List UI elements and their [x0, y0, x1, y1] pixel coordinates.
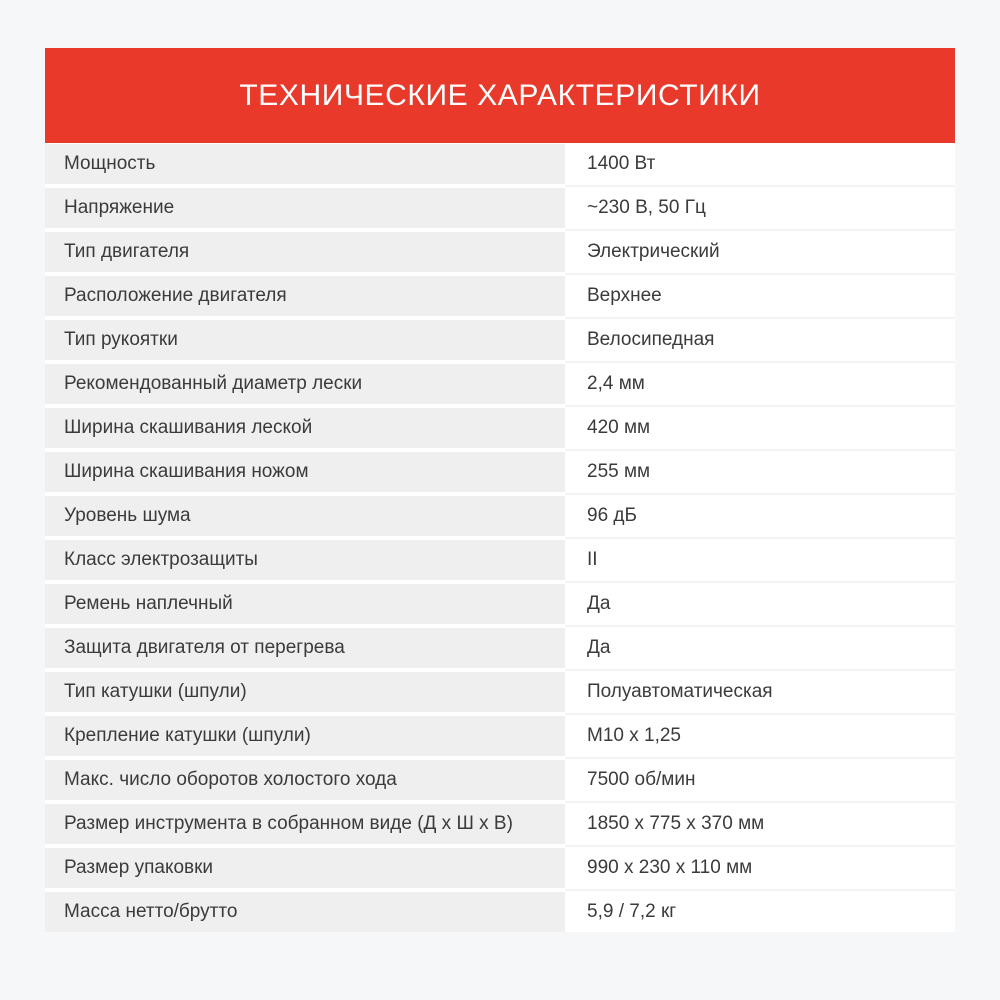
spec-label: Уровень шума	[45, 496, 565, 536]
spec-label: Тип рукоятки	[45, 320, 565, 360]
spec-card	[45, 48, 955, 932]
spec-value: Полуавтоматическая	[565, 672, 955, 712]
table-row	[45, 320, 955, 360]
spec-label: Макс. число оборотов холостого хода	[45, 760, 565, 800]
spec-value: 1850 х 775 х 370 мм	[565, 804, 955, 844]
spec-label: Тип двигателя	[45, 232, 565, 272]
table-row	[45, 408, 955, 448]
spec-table	[45, 144, 955, 932]
table-row	[45, 364, 955, 404]
spec-label: Ширина скашивания ножом	[45, 452, 565, 492]
spec-value: 2,4 мм	[565, 364, 955, 404]
table-row	[45, 892, 955, 932]
table-row	[45, 628, 955, 668]
table-row	[45, 496, 955, 536]
table-row	[45, 584, 955, 624]
spec-label: Напряжение	[45, 188, 565, 228]
spec-value: Верхнее	[565, 276, 955, 316]
spec-value: 96 дБ	[565, 496, 955, 536]
page-title: ТЕХНИЧЕСКИЕ ХАРАКТЕРИСТИКИ	[239, 78, 761, 112]
spec-label: Масса нетто/брутто	[45, 892, 565, 932]
spec-label: Ремень наплечный	[45, 584, 565, 624]
table-row	[45, 452, 955, 492]
spec-value: Да	[565, 628, 955, 668]
spec-label: Мощность	[45, 144, 565, 184]
spec-value: Велосипедная	[565, 320, 955, 360]
spec-label: Размер упаковки	[45, 848, 565, 888]
spec-label: Размер инструмента в собранном виде (Д х Ш х В)	[45, 804, 565, 844]
table-row	[45, 804, 955, 844]
spec-label: Рекомендованный диаметр лески	[45, 364, 565, 404]
spec-label: Тип катушки (шпули)	[45, 672, 565, 712]
spec-label: Класс электрозащиты	[45, 540, 565, 580]
table-row	[45, 848, 955, 888]
spec-label: Расположение двигателя	[45, 276, 565, 316]
spec-value: Да	[565, 584, 955, 624]
spec-value: 7500 об/мин	[565, 760, 955, 800]
spec-label: Крепление катушки (шпули)	[45, 716, 565, 756]
spec-value: 990 х 230 х 110 мм	[565, 848, 955, 888]
spec-value: 255 мм	[565, 452, 955, 492]
spec-label: Ширина скашивания леской	[45, 408, 565, 448]
spec-value: 420 мм	[565, 408, 955, 448]
table-row	[45, 188, 955, 228]
spec-label: Защита двигателя от перегрева	[45, 628, 565, 668]
spec-value: Электрический	[565, 232, 955, 272]
table-row	[45, 276, 955, 316]
spec-value: II	[565, 540, 955, 580]
title-banner	[45, 48, 955, 143]
spec-value: 1400 Вт	[565, 144, 955, 184]
table-row	[45, 540, 955, 580]
table-row	[45, 760, 955, 800]
table-row	[45, 232, 955, 272]
table-row	[45, 716, 955, 756]
spec-value: ~230 В, 50 Гц	[565, 188, 955, 228]
spec-value: М10 х 1,25	[565, 716, 955, 756]
table-row	[45, 672, 955, 712]
spec-value: 5,9 / 7,2 кг	[565, 892, 955, 932]
table-row	[45, 144, 955, 184]
